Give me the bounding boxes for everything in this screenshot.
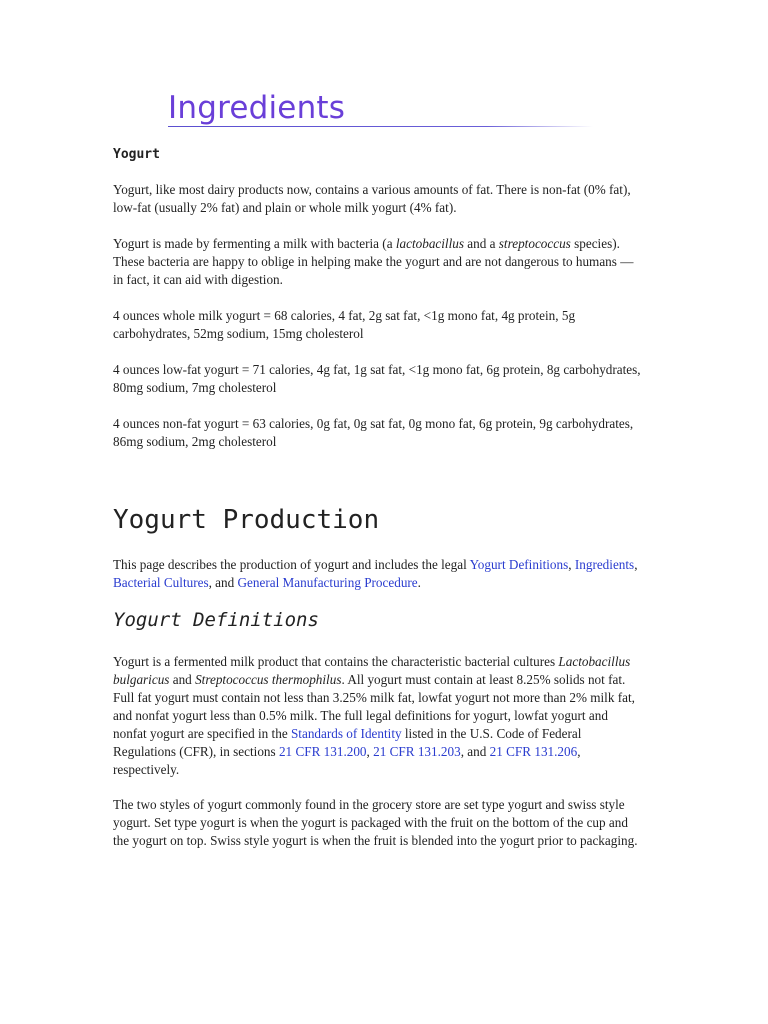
paragraph-text: 4 ounces non-fat yogurt = 63 calories, 0g fat, 0g sat fat, 0g mono fat, 6g protein, 9g carbohydrates, 86mg sodium, 2mg cholesterol (113, 416, 634, 449)
cfr-131-206-link[interactable]: 21 CFR 131.206 (489, 744, 578, 759)
definitions-paragraph-legal (113, 653, 643, 779)
ingredients-paragraph-fat-types (113, 181, 643, 217)
definitions-paragraph-styles (113, 796, 643, 850)
paragraph-text (113, 556, 643, 592)
text-run: , (634, 557, 638, 572)
general-manufacturing-procedure-link[interactable]: General Manufacturing Procedure (237, 575, 418, 590)
nutrition-non-fat (113, 415, 643, 451)
text-run: , and (460, 744, 490, 759)
text-run: , (366, 744, 374, 759)
lactobacillus-bulgaricus-term: Lactobacillus bulgaricus (113, 654, 631, 687)
paragraph-text: The two styles of yogurt commonly found in the grocery store are set type yogurt and swiss style yogurt. Set type yogurt is when the yogurt is packaged with the fruit on the bottom of the cup and the yogurt on top. Swiss style yogurt is when the fruit is blended into the yogurt prior to packaging. (113, 797, 638, 848)
text-run: listed in the U.S. Code of Federal Regulations (CFR), in sections (113, 726, 582, 759)
cfr-131-200-link[interactable]: 21 CFR 131.200 (278, 744, 367, 759)
text-run: Yogurt is a fermented milk product that contains the characteristic bacterial cultures (113, 654, 559, 669)
text-run: . (417, 575, 421, 590)
title-underline-rule (168, 126, 593, 127)
bacterial-cultures-link[interactable]: Bacterial Cultures (113, 575, 209, 590)
text-run: and a (464, 236, 499, 251)
paragraph-text (113, 235, 643, 289)
cfr-131-203-link[interactable]: 21 CFR 131.203 (373, 744, 461, 759)
paragraph-text (113, 653, 643, 779)
paragraph-text: 4 ounces whole milk yogurt = 68 calories, 4 fat, 2g sat fat, <1g mono fat, 4g protein, 5g carbohydrates, 52mg sodium, 15mg cholesterol (113, 308, 576, 341)
ingredients-title: Ingredients (168, 90, 346, 126)
paragraph-text: 4 ounces low-fat yogurt = 71 calories, 4g fat, 1g sat fat, <1g mono fat, 6g protein, 8g carbohydrates, 80mg sodium, 7mg cholesterol (113, 362, 641, 395)
paragraph-text: Yogurt, like most dairy products now, contains a various amounts of fat. There is non-fat (0% fat), low-fat (usually 2% fat) and plain or whole milk yogurt (4% fat). (113, 182, 631, 215)
standards-of-identity-link[interactable]: Standards of Identity (290, 726, 402, 741)
yogurt-production-heading: Yogurt Production (113, 505, 380, 535)
ingredients-link[interactable]: Ingredients (574, 557, 635, 572)
yogurt-subheading: Yogurt (113, 147, 160, 162)
text-run: . All yogurt must contain at least 8.25% solids not fat. Full fat yogurt must contain not less than 3.25% milk fat, lowfat yogurt not more than 2% milk fat, and nonfat yogurt less than 0.5% milk. The full legal definitions for yogurt, lowfat yogurt and nonfat yogurt are specified in the (113, 672, 635, 741)
text-run: and (169, 672, 196, 687)
text-run: , and (208, 575, 238, 590)
text-run: , (568, 557, 575, 572)
text-run: , respectively. (113, 744, 581, 777)
nutrition-whole-milk (113, 307, 643, 343)
lactobacillus-term: lactobacillus (395, 236, 464, 251)
production-intro (113, 556, 643, 592)
text-run: This page describes the production of yogurt and includes the legal (113, 557, 470, 572)
streptococcus-term: streptococcus (498, 236, 571, 251)
text-run: species). These bacteria are happy to oblige in helping make the yogurt and are not dangerous to humans — in fact, it can aid with digestion. (113, 236, 634, 287)
yogurt-definitions-link[interactable]: Yogurt Definitions (469, 557, 569, 572)
text-run: Yogurt is made by fermenting a milk with bacteria (a (113, 236, 396, 251)
nutrition-low-fat (113, 361, 643, 397)
yogurt-definitions-heading: Yogurt Definitions (113, 609, 319, 631)
streptococcus-thermophilus-term: Streptococcus thermophilus (195, 672, 342, 687)
ingredients-paragraph-fermenting (113, 235, 643, 289)
